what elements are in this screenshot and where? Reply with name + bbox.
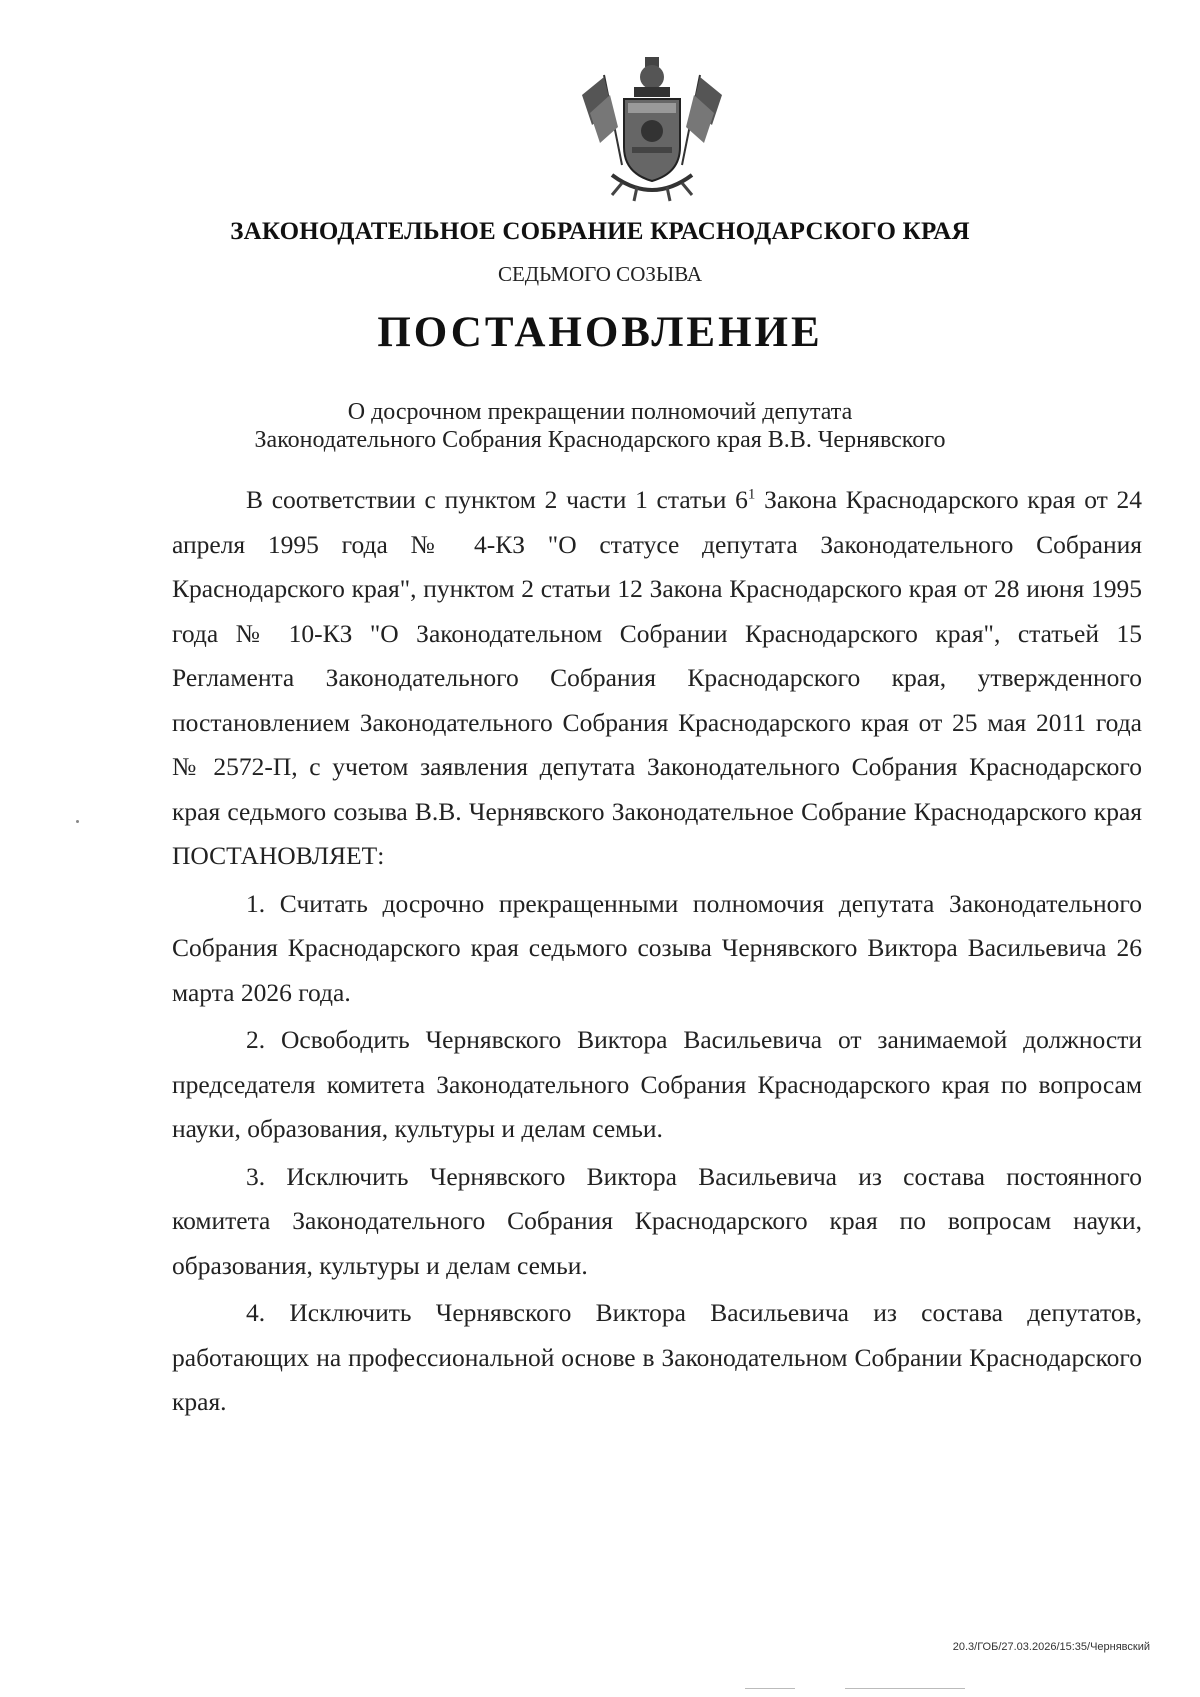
scan-artifact-line bbox=[745, 1688, 795, 1689]
preamble-text-part2: Закона Краснодарского края от 24 апреля 1995 года № 4-КЗ "О статусе депутата Законодательного Собрания Краснодарского края", пунктом 2 статьи 12 Закона Краснодарского края от 28 июня 1995 года № 10-КЗ "О Законодательном Собрании Краснодарского края", статьей 15 Регламента Законодательного Собрания Краснодарского края, утвержденного постановлением Законодательного Собрания Краснодарского края от 25 мая 2011 года № 2572-П, с учетом заявления депутата Законодательного Собрания Краснодарского края седьмого созыва В.В. Чернявского Законодательное Собрание Краснодарского края ПОСТАНОВЛЯЕТ: bbox=[172, 485, 1143, 870]
document-type-title: ПОСТАНОВЛЕНИЕ bbox=[377, 309, 823, 356]
scan-artifact-line bbox=[845, 1688, 965, 1689]
resolution-item-4: 4. Исключить Чернявского Виктора Васильевича из состава депутатов, работающих на профессиональной основе в Законодательном Собрании Краснодарского края. bbox=[172, 1298, 1142, 1416]
resolution-item-1: 1. Считать досрочно прекращенными полномочия депутата Законодательного Собрания Краснодарского края седьмого созыва Чернявского Виктора Васильевича 26 марта 2026 года. bbox=[172, 888, 1142, 1007]
subject-line-1: О досрочном прекращении полномочий депутата bbox=[347, 399, 853, 425]
coat-of-arms-icon bbox=[582, 55, 722, 205]
document-code: 20.3/ГОБ/27.03.2026/15:35/Чернявский bbox=[952, 1641, 1150, 1653]
resolution-item-3: 3. Исключить Чернявского Виктора Васильевича из состава постоянного комитета Законодательного Собрания Краснодарского края по вопросам науки, образования, культуры и делам семьи. bbox=[172, 1161, 1142, 1280]
article-superscript: 1 bbox=[747, 486, 756, 503]
document-subject bbox=[0, 398, 1200, 454]
subject-line-2: Законодательного Собрания Краснодарского края В.В. Чернявского bbox=[254, 427, 946, 453]
scan-artifact bbox=[76, 820, 79, 823]
organization-name: ЗАКОНОДАТЕЛЬНОЕ СОБРАНИЕ КРАСНОДАРСКОГО КРАЯ bbox=[230, 218, 970, 245]
preamble-paragraph bbox=[172, 478, 1142, 879]
convocation-label: СЕДЬМОГО СОЗЫВА bbox=[497, 262, 703, 286]
resolution-item-2: 2. Освободить Чернявского Виктора Васильевича от занимаемой должности председателя комитета Законодательного Собрания Краснодарского края по вопросам науки, образования, культуры и делам семьи. bbox=[172, 1025, 1142, 1143]
preamble-text-part1: В соответствии с пунктом 2 части 1 статьи 6 bbox=[246, 485, 748, 514]
document-body bbox=[172, 478, 1142, 1428]
